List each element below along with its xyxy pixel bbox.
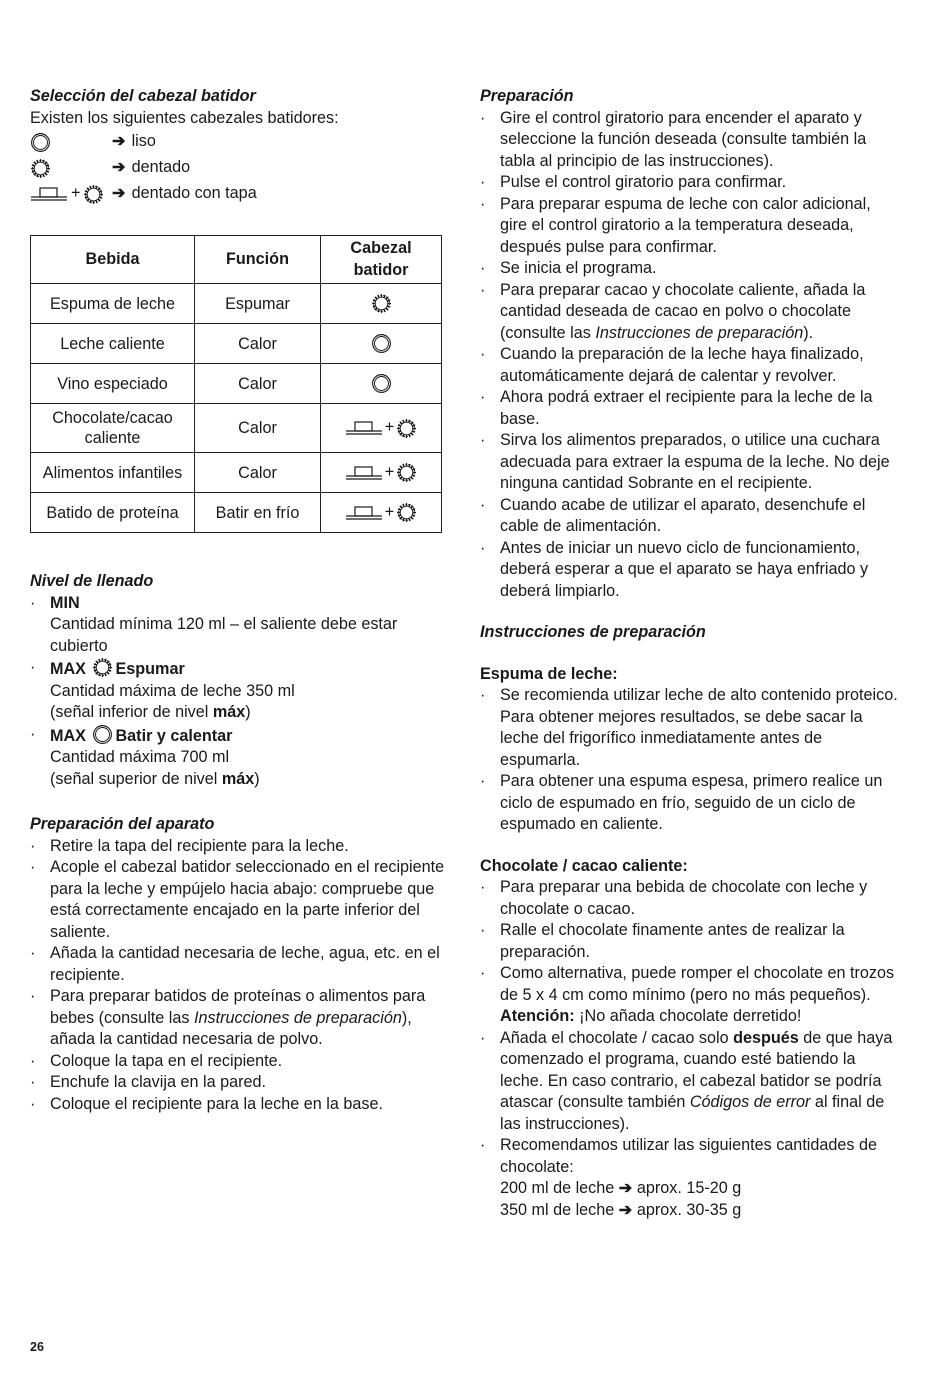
left-column: [30, 86, 445, 1115]
arrow-icon: ➔: [112, 184, 126, 203]
table-row: [31, 493, 442, 533]
table-header-head: Cabezal batidor: [321, 236, 442, 284]
head-label-toothed: dentado: [131, 158, 191, 177]
table-cell-head: [321, 404, 442, 453]
list-item: · Pulse el control giratorio para confirmar.: [480, 172, 900, 194]
list-item: · Coloque la tapa en el recipiente.: [30, 1051, 445, 1073]
table-header-row: [31, 236, 442, 284]
lid-icon: [30, 186, 68, 202]
lid-icon: [345, 465, 383, 481]
table-row: [31, 453, 442, 493]
head-label-lid-toothed: dentado con tapa: [131, 184, 257, 203]
list-item: [480, 1028, 900, 1136]
table-cell-function: Calor: [195, 324, 321, 364]
table-cell-function: Calor: [195, 364, 321, 404]
device-prep-title: Preparación del aparato: [30, 815, 215, 833]
table-cell-function: Calor: [195, 404, 321, 453]
text-run: de que haya comenzado el programa, cuando esté batiendo la leche. En caso contrario, el cabezal batidor se podría atascar (consulte también: [500, 1028, 893, 1111]
attention-label: Atención:: [500, 1007, 575, 1025]
text-run: Como alternativa, puede romper el chocolate en trozos de 5 x 4 cm como mínimo (pero no más pequeños).: [500, 964, 895, 1004]
max-label: MAX: [50, 726, 86, 745]
table-cell-head: [321, 453, 442, 493]
fill-level-list: [30, 593, 445, 791]
text-run-bold: después: [733, 1028, 799, 1047]
device-prep-list: [30, 836, 445, 1116]
max-heat-note-bold: máx: [221, 769, 255, 788]
max-heat-note: (señal superior de nivel: [50, 769, 222, 788]
list-item: · Para preparar una bebida de chocolate con leche y chocolate o cacao.: [480, 877, 900, 920]
list-item: · Cuando la preparación de la leche haya finalizado, automáticamente dejará de calentar y revolver.: [480, 344, 900, 387]
table-cell-drink: Batido de proteína: [31, 493, 195, 533]
list-item: · Ralle el chocolate finamente antes de realizar la preparación.: [480, 920, 900, 963]
plus-sign: +: [384, 462, 395, 481]
quantity-milk: 200 ml de leche: [500, 1179, 615, 1197]
arrow-icon: ➔: [618, 1200, 633, 1219]
list-item: · Se inicia el programa.: [480, 258, 900, 280]
instructions-title: Instrucciones de preparación: [480, 623, 706, 641]
head-row-smooth: [30, 129, 445, 155]
table-row: [31, 284, 442, 324]
plus-sign: +: [384, 418, 395, 437]
max-function-foam: Espumar: [115, 660, 185, 678]
table-header-function: Función: [195, 236, 321, 284]
list-item: [30, 657, 445, 724]
list-item: · Para preparar espuma de leche con calor adicional, gire el control giratorio a la temperatura deseada, después pulse para confirmar.: [480, 194, 900, 259]
list-item: [30, 593, 445, 658]
list-item: [480, 280, 900, 345]
list-item: [30, 724, 445, 791]
list-item: · Gire el control giratorio para encender el aparato y seleccione la función deseada (consulte también la tabla al principio de las instrucciones).: [480, 108, 900, 173]
chocolate-title: Chocolate / cacao caliente:: [480, 856, 688, 875]
table-cell-drink: Chocolate/cacao caliente: [31, 404, 195, 453]
quantity-milk: 350 ml de leche: [500, 1200, 615, 1219]
list-item: · Ahora podrá extraer el recipiente para la leche de la base.: [480, 387, 900, 430]
list-item: · Coloque el recipiente para la leche en la base.: [30, 1094, 445, 1116]
head-label-smooth: liso: [131, 132, 156, 151]
preparation-list: [480, 108, 900, 603]
table-cell-head: [321, 324, 442, 364]
table-cell-head: [321, 364, 442, 404]
head-row-toothed: [30, 155, 445, 181]
text-run: ).: [803, 323, 814, 342]
toothed-whisk-icon: [371, 293, 392, 314]
toothed-whisk-icon: [83, 184, 104, 205]
smooth-whisk-icon: [30, 132, 51, 153]
foam-list: [480, 685, 900, 836]
text-run: Para preparar cacao y chocolate caliente, añada la cantidad deseada de cacao en polvo o chocolate (consulte las: [500, 280, 866, 342]
table-cell-function: Calor: [195, 453, 321, 493]
toothed-whisk-icon: [396, 462, 417, 483]
text-run-italic: Instrucciones de preparación: [595, 323, 804, 342]
max-foam-text: Cantidad máxima de leche 350 ml: [50, 681, 295, 700]
plus-sign: +: [384, 502, 395, 521]
list-item: · Añada la cantidad necesaria de leche, agua, etc. en el recipiente.: [30, 943, 445, 986]
right-column: [480, 86, 900, 1221]
list-item: · Cuando acabe de utilizar el aparato, desenchufe el cable de alimentación.: [480, 495, 900, 538]
max-foam-note-bold: máx: [212, 703, 246, 721]
fill-level-title: Nivel de llenado: [30, 572, 154, 590]
table-row: [31, 324, 442, 364]
text-run-italic: Instrucciones de preparación: [193, 1008, 402, 1027]
max-heat-note-end: ): [254, 769, 260, 788]
page-number: 26: [30, 1340, 44, 1354]
quantity-chocolate: aprox. 30-35 g: [636, 1200, 742, 1219]
table-cell-drink: Espuma de leche: [31, 284, 195, 324]
list-item: · Antes de iniciar un nuevo ciclo de funcionamiento, deberá esperar a que el aparato se haya enfriado y deberá limpiarlo.: [480, 538, 900, 603]
smooth-whisk-icon: [92, 724, 113, 745]
list-item: · Retire la tapa del recipiente para la leche.: [30, 836, 445, 858]
lid-icon: [345, 420, 383, 436]
text-run: Recomendamos utilizar las siguientes cantidades de chocolate:: [500, 1136, 878, 1176]
list-item: · Sirva los alimentos preparados, o utilice una cuchara adecuada para extraer la espuma de la leche. No deje ninguna cantidad Sobrante en el recipiente.: [480, 430, 900, 495]
text-run: ), añada la cantidad necesaria de polvo.: [50, 1008, 412, 1048]
arrow-icon: ➔: [618, 1179, 633, 1197]
text-run: Para preparar batidos de proteínas o alimentos para bebes (consulte las: [50, 987, 426, 1027]
min-text: Cantidad mínima 120 ml – el saliente debe estar cubierto: [50, 615, 398, 655]
smooth-whisk-icon: [371, 333, 392, 354]
list-item: [30, 986, 445, 1051]
toothed-whisk-icon: [92, 657, 113, 678]
smooth-whisk-icon: [371, 373, 392, 394]
preparation-title: Preparación: [480, 87, 574, 105]
lid-icon: [345, 505, 383, 521]
quantity-chocolate: aprox. 15-20 g: [636, 1179, 742, 1197]
text-run-italic: Códigos de error: [689, 1093, 811, 1111]
plus-sign: +: [71, 184, 81, 203]
list-item: · Para obtener una espuma espesa, primero realice un ciclo de espumado en frío, seguido de un ciclo de espumado en caliente.: [480, 771, 900, 836]
heads-intro: Existen los siguientes cabezales batidores:: [30, 108, 339, 127]
table-cell-function: Espumar: [195, 284, 321, 324]
max-function-heat: Batir y calentar: [115, 726, 233, 745]
text-run: al final de las instrucciones).: [500, 1093, 885, 1133]
list-item: [480, 963, 900, 1028]
list-item: · Acople el cabezal batidor seleccionado en el recipiente para la leche y empújelo hacia abajo: compruebe que está correctamente encajado en la parte inferior del saliente.: [30, 857, 445, 943]
head-row-lid-toothed: [30, 181, 445, 207]
table-cell-drink: Vino especiado: [31, 364, 195, 404]
foam-title: Espuma de leche:: [480, 664, 618, 683]
toothed-whisk-icon: [396, 502, 417, 523]
table-header-drink: Bebida: [31, 236, 195, 284]
list-item: · Se recomienda utilizar leche de alto contenido proteico. Para obtener mejores resultados, se debe sacar la leche del frigorífico inmediatamente antes de espumarla.: [480, 685, 900, 771]
max-foam-note-end: ): [245, 703, 251, 721]
table-row: [31, 404, 442, 453]
list-item: · Enchufe la clavija en la pared.: [30, 1072, 445, 1094]
table-cell-drink: Leche caliente: [31, 324, 195, 364]
arrow-icon: ➔: [112, 132, 126, 151]
table-cell-head: [321, 493, 442, 533]
table-cell-function: Batir en frío: [195, 493, 321, 533]
toothed-whisk-icon: [30, 158, 51, 179]
text-run: Añada el chocolate / cacao solo: [500, 1028, 734, 1047]
list-item: [480, 1135, 900, 1221]
chocolate-list: [480, 877, 900, 1221]
table-row: [31, 364, 442, 404]
toothed-whisk-icon: [396, 418, 417, 439]
attention-text: ¡No añada chocolate derretido!: [574, 1007, 802, 1025]
drinks-table: [30, 235, 442, 533]
table-cell-drink: Alimentos infantiles: [31, 453, 195, 493]
arrow-icon: ➔: [112, 158, 126, 177]
max-heat-text: Cantidad máxima 700 ml: [50, 748, 230, 766]
heads-title: Selección del cabezal batidor: [30, 87, 256, 105]
max-label: MAX: [50, 660, 86, 678]
table-cell-head: [321, 284, 442, 324]
min-label: MIN: [50, 593, 80, 612]
max-foam-note: (señal inferior de nivel: [50, 703, 213, 721]
